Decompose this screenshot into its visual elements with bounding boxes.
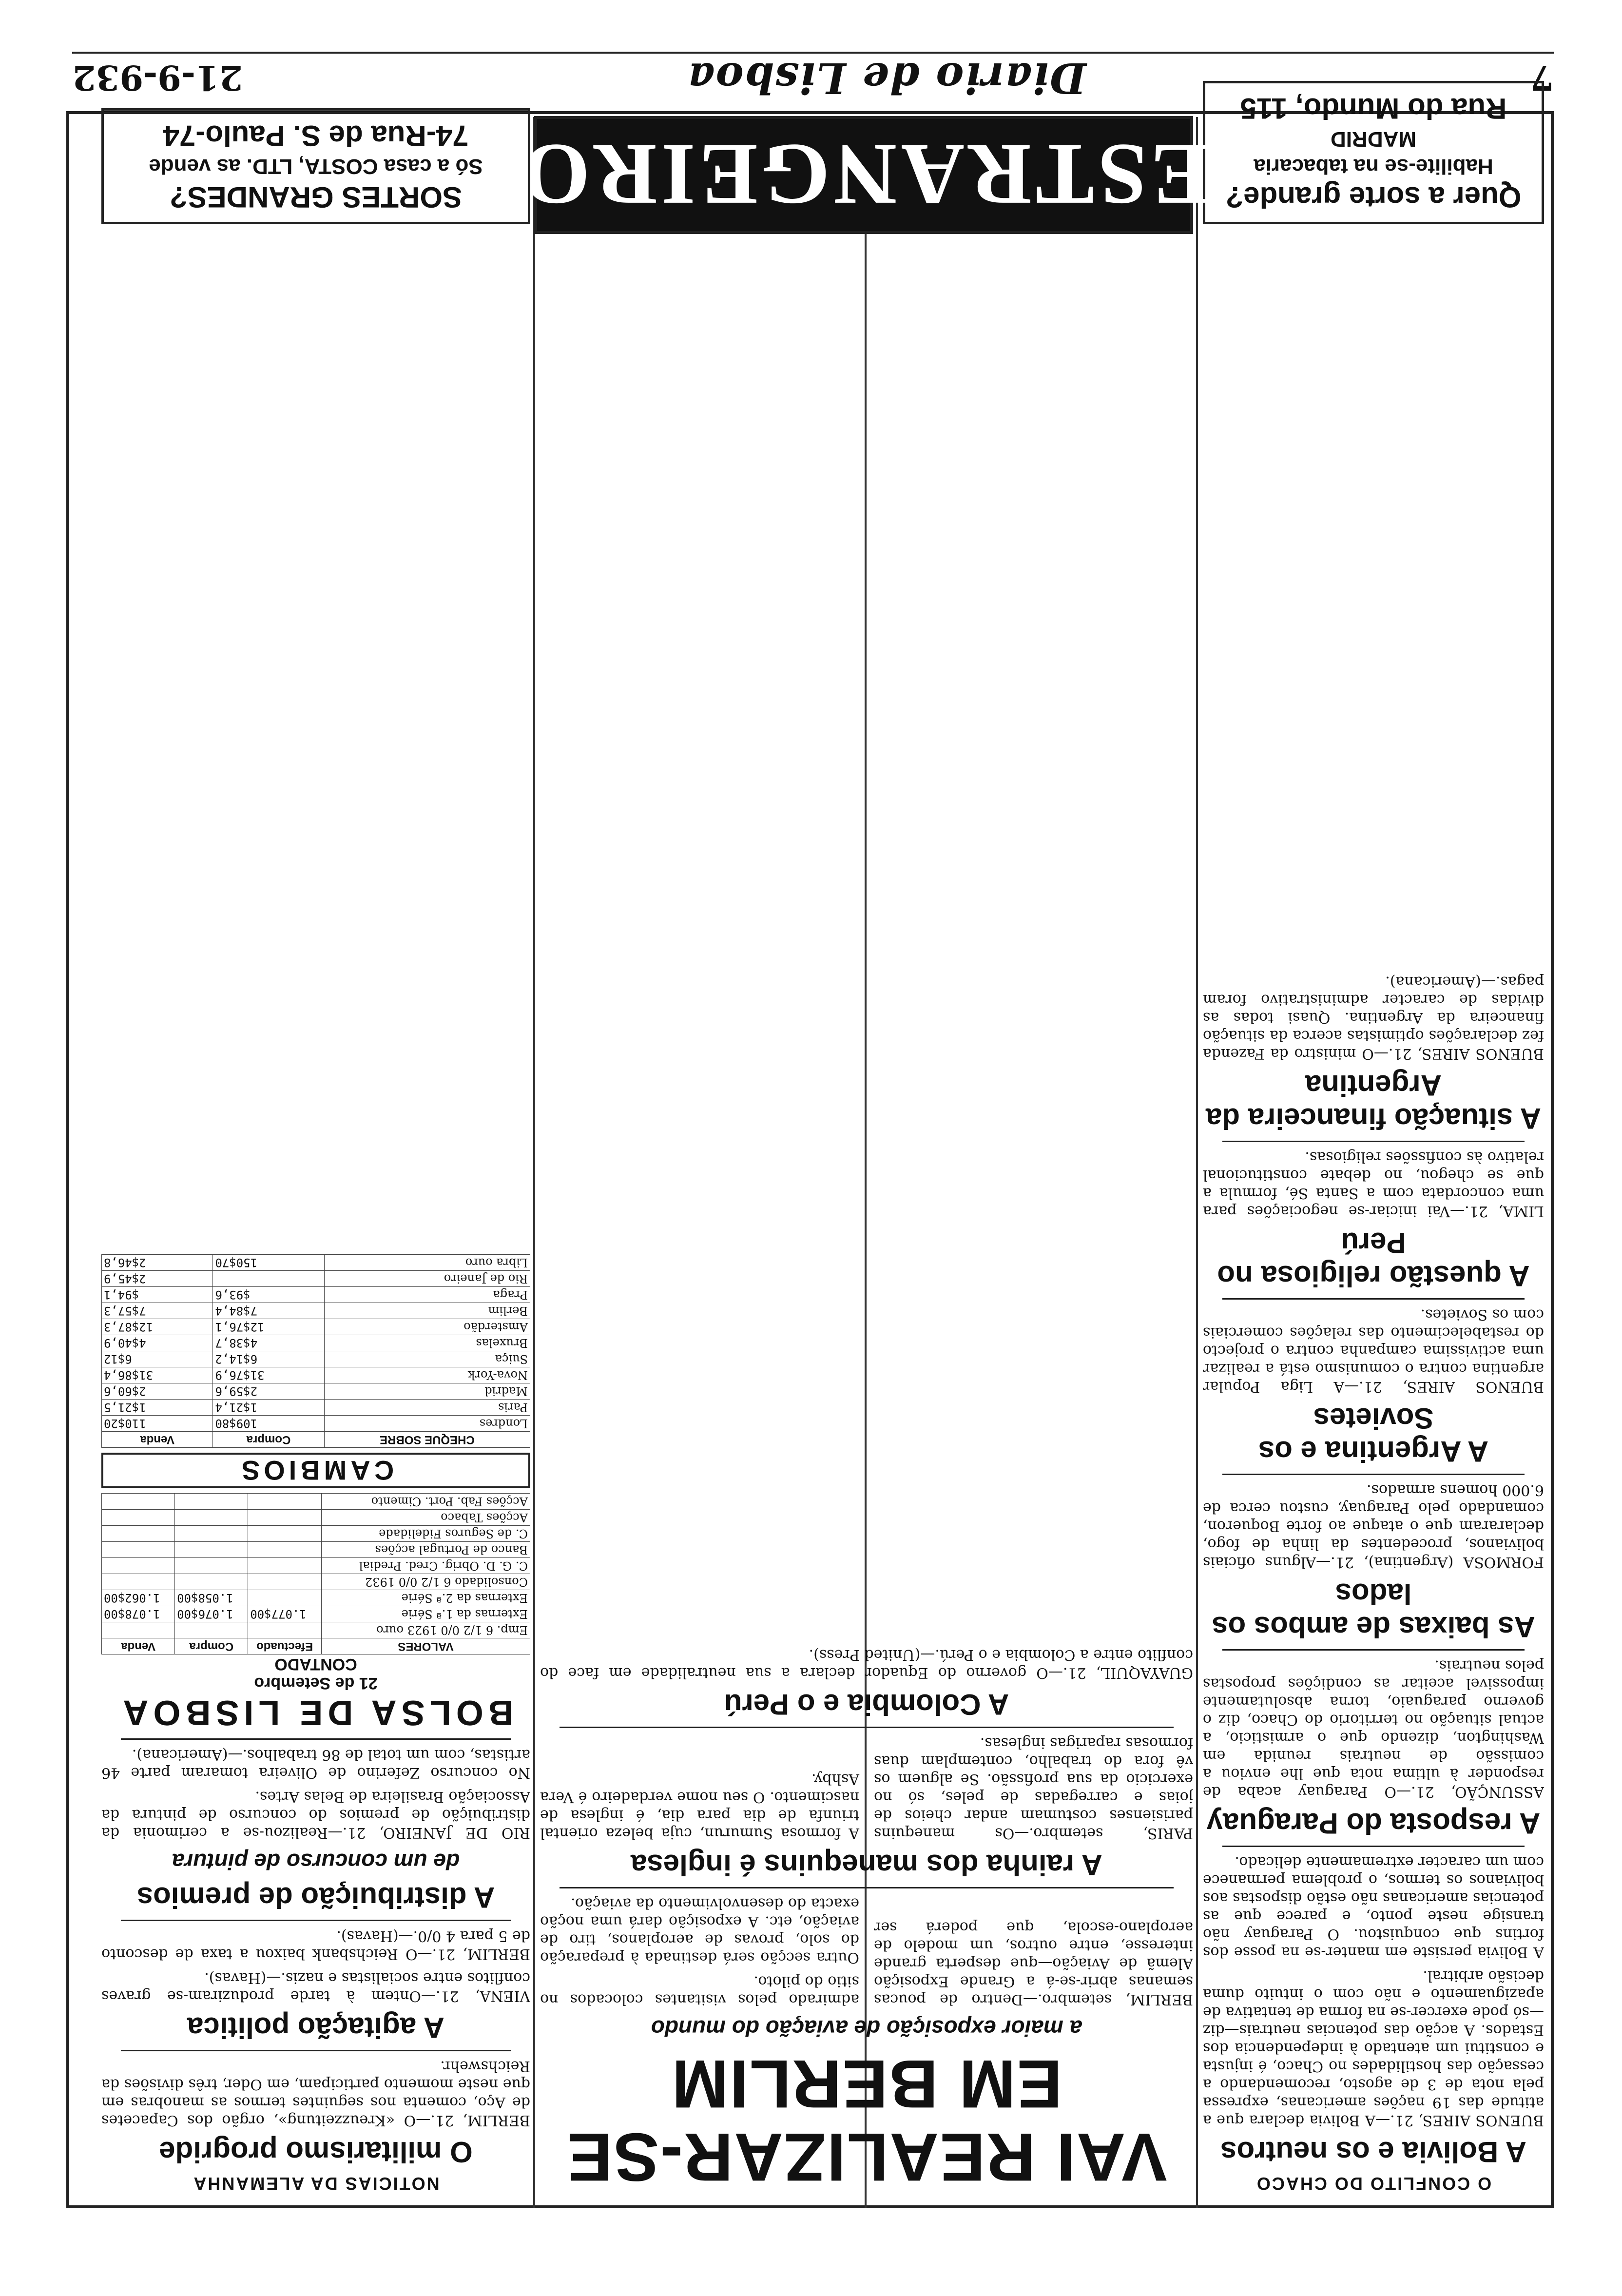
article-paragraph: BERLIM, 21.—O Reichsbank baixou a taxa de desconto de 5 para 4 0/0.—(Havas). <box>101 1927 530 1963</box>
table-cell: Emp. 6 1/2 0/0 1923 ouro <box>321 1622 530 1638</box>
table-cell: 1.078$00 <box>102 1606 175 1622</box>
table-cell <box>175 1542 248 1558</box>
table-cell <box>175 1622 248 1638</box>
table-cell: 110$20 <box>102 1416 213 1432</box>
article-paragraph: A formosa Sumurun, cuja beleza oriental triunfa de dia para dia, é inglesa de nascimento. O seu nome verdadeiro é Vera Ashby. <box>540 1771 859 1842</box>
divider <box>121 1738 511 1740</box>
article-paragraph: No concurso Zeferino de Oliveira tomaram parte 46 artistas, com um total de 86 trabalhos.—(Americana). <box>101 1746 530 1781</box>
article-paragraph: A Bolivia persiste em manter-se na posse dos fortins que conquistou. O Paraguay não transige neste ponto, e parece que as potencias americanas não estão dispostas aos bolivianos os termos, o problema permanece com um caracter extremamente delicado. <box>1203 1853 1544 1961</box>
newspaper-title: Diario de Lisboa <box>686 53 1086 103</box>
table-cell <box>248 1574 322 1590</box>
table-cell: Paris <box>324 1400 530 1416</box>
article-paragraph: BUENOS AIRES, 21.—A Bolivia declara que a atitude das 19 nações americanas, expressa pela nota de 3 de agosto, recomendando a cessação das hostilidades no Chaco, é injusta e constitui um atentado à independencia dos Estados. A acção das potencias neutrais—diz—só pode exercer-se na forma de tentativa de apaziguamento e não com o intuito duma decisão arbitral. <box>1203 1967 1544 2129</box>
article-headline: A resposta do Paraguay <box>1206 1807 1541 1840</box>
column-header: Venda <box>102 1432 213 1448</box>
article-headline: A situação financeira da Argentina <box>1206 1069 1542 1135</box>
table-cell: 12$76,1 <box>213 1319 324 1335</box>
table-cell <box>248 1558 322 1574</box>
bolsa-table <box>101 1493 530 1654</box>
article-headline: A Argentina e os Sovietes <box>1258 1402 1489 1468</box>
table-cell <box>102 1510 175 1526</box>
article-subheadline: a maior exposição de aviação do mundo <box>651 2016 1082 2041</box>
table-row <box>102 1335 530 1351</box>
table-cell <box>102 1558 175 1574</box>
table-cell <box>175 1510 248 1526</box>
article-paragraph: PARIS, setembro.—Os manequins parisienses costumam andar cheios de joias e carregadas de peles, só no exercicio da sua profissão. Se alguem os vê fora do trabalho, contemplam duas formosas raparigas inglesas. <box>874 1734 1193 1842</box>
table-cell: Consolidado 6 1/2 0/0 1932 <box>321 1574 530 1590</box>
column-header: CHEQUE SOBRE <box>324 1432 530 1448</box>
table-cell <box>175 1526 248 1542</box>
table-row <box>102 1558 530 1574</box>
table-header-row <box>102 1432 530 1448</box>
table-row <box>102 1383 530 1400</box>
divider <box>1222 1649 1525 1651</box>
table-cell: 109$80 <box>213 1416 324 1432</box>
table-row <box>102 1416 530 1432</box>
ad-box <box>101 108 530 224</box>
column-header: Compra <box>213 1432 324 1448</box>
table-row <box>102 1526 530 1542</box>
bolsa-title: BOLSA DE LISBOA <box>118 1693 514 1732</box>
table-cell: 150$70 <box>213 1255 324 1271</box>
table-header-row <box>102 1638 530 1654</box>
article-headline: A agitação politica <box>187 2011 444 2044</box>
table-cell: 1.058$00 <box>175 1590 248 1606</box>
article-paragraph: GUAYAQUIL, 21.—O governo do Equador declara a sua neutralidade em face do conflito entre a Colombia e o Perú.—(United Press). <box>540 1646 1193 1681</box>
bolsa-table-body <box>102 1494 530 1638</box>
divider <box>121 1920 511 1921</box>
ad-box <box>1203 81 1544 224</box>
table-cell: 2$45,9 <box>102 1271 213 1287</box>
ad-line: Rua do Mundo, 115 <box>1240 92 1507 125</box>
divider <box>1222 1846 1525 1847</box>
article-paragraph: FORMOSA (Argentina), 21.—Alguns oficiais bolivianos, procedentes da linha de fogo, declararam que o ataque ao forte Boqueron, comandado pelo Paraguay, custou cerca de 6.000 homens armados. <box>1203 1481 1544 1571</box>
table-cell: 7$84,4 <box>213 1303 324 1319</box>
article-paragraph: BERLIM, 21.—O «Kreuzzeitung», orgão dos Capacetes de Aço, comenta nos seguintes termos as manobras em que neste momento participam, em Oder, três divisões da Reichswehr. <box>101 2058 530 2129</box>
table-row <box>102 1494 530 1510</box>
cambios-title: CAMBIOS <box>101 1453 530 1488</box>
table-cell <box>248 1510 322 1526</box>
table-cell: Amsterdão <box>324 1319 530 1335</box>
article-headline: A Colombia e o Perú <box>724 1688 1009 1721</box>
divider <box>560 1887 1174 1888</box>
column-header: Venda <box>102 1638 175 1654</box>
article-paragraph: BERLIM, setembro.—Dentro de poucas semanas abrir-se-á a Grande Exposição Alemã de Aviação—que desperta grande interesse, entre outros, um modelo de aeroplano-escola, que poderá ser admirado pelos visitantes colocados no sitio do piloto. <box>540 1919 1193 2008</box>
page-number: 7 <box>1530 58 1554 98</box>
table-cell: 2$46,8 <box>102 1255 213 1271</box>
article-headline: O militarismo progride <box>159 2136 473 2168</box>
table-cell: Bruxelas <box>324 1335 530 1351</box>
table-cell <box>248 1494 322 1510</box>
article-headline: As baixas de ambos os lados <box>1212 1577 1535 1643</box>
table-cell: 6$14,2 <box>213 1351 324 1367</box>
table-cell: Rio de Janeiro <box>324 1271 530 1287</box>
ad-line: Quer a sorte grande? <box>1225 181 1522 214</box>
article-headline: A distribuição de premios <box>136 1881 495 1914</box>
table-cell: Externas da 2.ª Série <box>321 1590 530 1606</box>
table-cell: Madrid <box>324 1383 530 1400</box>
table-cell: $93,6 <box>213 1287 324 1303</box>
table-cell: 6$12 <box>102 1351 213 1367</box>
section-banner <box>518 116 1210 234</box>
table-cell: Praga <box>324 1287 530 1303</box>
article-headline: A rainha dos manequins é inglesa <box>630 1848 1103 1881</box>
table-cell <box>175 1558 248 1574</box>
table-cell: 31$86,4 <box>102 1367 213 1383</box>
table-row <box>102 1271 530 1287</box>
table-cell <box>175 1494 248 1510</box>
table-cell <box>248 1590 322 1606</box>
column-rule <box>1196 117 1198 2208</box>
table-cell: 4$40,9 <box>102 1335 213 1351</box>
bolsa-type: CONTADO <box>274 1655 357 1673</box>
table-cell: 1.076$00 <box>175 1606 248 1622</box>
cambios-table-body <box>102 1255 530 1432</box>
article-subheadline: de um concurso de pintura <box>172 1849 460 1874</box>
divider <box>1222 1298 1525 1300</box>
table-cell <box>102 1574 175 1590</box>
table-cell <box>248 1542 322 1558</box>
ad-line: Habilite-se na tabacaria MADRID <box>1254 127 1493 178</box>
section-kicker: O CONFLITO DO CHACO <box>1255 2174 1492 2194</box>
divider <box>1222 1474 1525 1475</box>
ad-tabacaria <box>1203 72 1544 224</box>
table-cell <box>175 1574 248 1590</box>
ad-line: SORTES GRANDES? <box>169 181 463 214</box>
table-cell: Suiça <box>324 1351 530 1367</box>
table-cell <box>248 1622 322 1638</box>
table-cell: 1.077$00 <box>248 1606 322 1622</box>
table-row <box>102 1319 530 1335</box>
article-headline: A Bolivia e os neutros <box>1220 2136 1526 2168</box>
table-row <box>102 1367 530 1383</box>
table-cell: Libra ouro <box>324 1255 530 1271</box>
table-row <box>102 1303 530 1319</box>
table-cell: 7$57,3 <box>102 1303 213 1319</box>
divider <box>560 1727 1174 1728</box>
table-cell: 1$21,5 <box>102 1400 213 1416</box>
table-cell <box>248 1526 322 1542</box>
table-cell: 2$59,6 <box>213 1383 324 1400</box>
article-columns <box>540 1734 1193 1842</box>
table-cell <box>102 1622 175 1638</box>
divider <box>1222 1141 1525 1142</box>
table-cell: 12$87,3 <box>102 1319 213 1335</box>
cambios-table <box>101 1254 530 1448</box>
table-cell: C. de Seguros Fidelidade <box>321 1526 530 1542</box>
table-cell: Banco de Portugal acções <box>321 1542 530 1558</box>
table-row <box>102 1622 530 1638</box>
table-cell: 2$60,6 <box>102 1383 213 1400</box>
article-paragraph: ASSUNÇÃO, 21.—O Paraguay acaba de responder à ultima nota que lhe enviou a comissão de neutrais reunida em Washington, dizendo que o armisticio, a actual situação no territorio do Chaco, diz o governo paraguaio, torna absolutamente impossivel aceitar as condições propostas pelos neutrais. <box>1203 1657 1544 1800</box>
table-cell <box>102 1526 175 1542</box>
table-cell: Acções Fab. Port. Cimento <box>321 1494 530 1510</box>
table-row <box>102 1542 530 1558</box>
table-cell <box>213 1271 324 1287</box>
table-row <box>102 1400 530 1416</box>
table-cell: Externas da 1.ª Série <box>321 1606 530 1622</box>
column-rule <box>533 117 535 2208</box>
section-kicker: NOTICIAS DA ALEMANHA <box>192 2174 440 2194</box>
column-alemanha <box>101 239 530 2199</box>
column-chaco <box>1203 239 1544 2199</box>
table-row <box>102 1255 530 1271</box>
table-row <box>102 1590 530 1606</box>
table-cell: 1.062$00 <box>102 1590 175 1606</box>
column-header: Efectuado <box>248 1638 322 1654</box>
article-paragraph: RIO DE JANEIRO, 21.—Realizou-se a cerimonia da distribuição de premios do concurso de pintura da Associação Brasileira de Belas Artes. <box>101 1788 530 1841</box>
table-cell <box>102 1494 175 1510</box>
table-row <box>102 1574 530 1590</box>
table-row <box>102 1287 530 1303</box>
ad-line: 74-Rua de S. Paulo-74 <box>163 119 469 152</box>
article-paragraph: VIENA, 21.—Ontem à tarde produziram-se graves conflitos entre socialistas e nazis.—(Havas). <box>101 1969 530 2004</box>
table-row <box>102 1351 530 1367</box>
article-headline: A questão religiosa no Perú <box>1217 1226 1530 1292</box>
table-cell: Londres <box>324 1416 530 1432</box>
table-cell: C. G. D. Obrig. Cred. Predial <box>321 1558 530 1574</box>
article-paragraph: Outra secção será destinada à preparação do solo, provas de aeroplanos, tiro de aviação, etc. A exposição dará uma noção exacta do desenvolvimento da aviação. <box>540 1895 859 1966</box>
ad-sortes <box>101 99 530 224</box>
bolsa-date: 21 de Setembro <box>254 1674 378 1693</box>
ad-line: Só a casa COSTA, LTD. as vende <box>149 155 483 178</box>
table-cell: Berlim <box>324 1303 530 1319</box>
column-header: VALORES <box>321 1638 530 1654</box>
table-cell: Acções Tabaco <box>321 1510 530 1526</box>
article-paragraph: BUENOS AIRES, 21.—O ministro da Fazenda fez declarações optimistas acerca da situação financeira da Argentina. Quasi todas as dividas de caracter administrativo foram pagas.—(Americana). <box>1203 973 1544 1062</box>
table-cell: 1$21,4 <box>213 1400 324 1416</box>
table-cell: 31$76,9 <box>213 1367 324 1383</box>
issue-date: 21-9-932 <box>72 58 243 98</box>
table-row <box>102 1606 530 1622</box>
banner-text: ESTRANGEIRO <box>518 126 1210 224</box>
divider <box>121 2050 511 2051</box>
column-header: Compra <box>175 1638 248 1654</box>
table-cell: Nova-York <box>324 1367 530 1383</box>
table-cell: $94,1 <box>102 1287 213 1303</box>
table-cell: 4$38,7 <box>213 1335 324 1351</box>
article-paragraph: LIMA, 21.—Vai iniciar-se negociações para uma concordata com a Santa Sé, formula a que se chegou, no debate constitucional relativo às confissões religiosas. <box>1203 1148 1544 1220</box>
article-columns <box>540 1894 1193 2008</box>
column-berlim <box>540 239 1193 2199</box>
table-row <box>102 1510 530 1526</box>
article-paragraph: BUENOS AIRES, 21.—A Liga Popular argentina contra o comunismo está a realizar uma activissima campanha contra o projecto do restabelecimento das relações comerciais com os Sovietes. <box>1203 1306 1544 1395</box>
table-cell <box>102 1542 175 1558</box>
article-headline: VAI REALIZAR-SE EM BERLIM <box>566 2046 1167 2196</box>
